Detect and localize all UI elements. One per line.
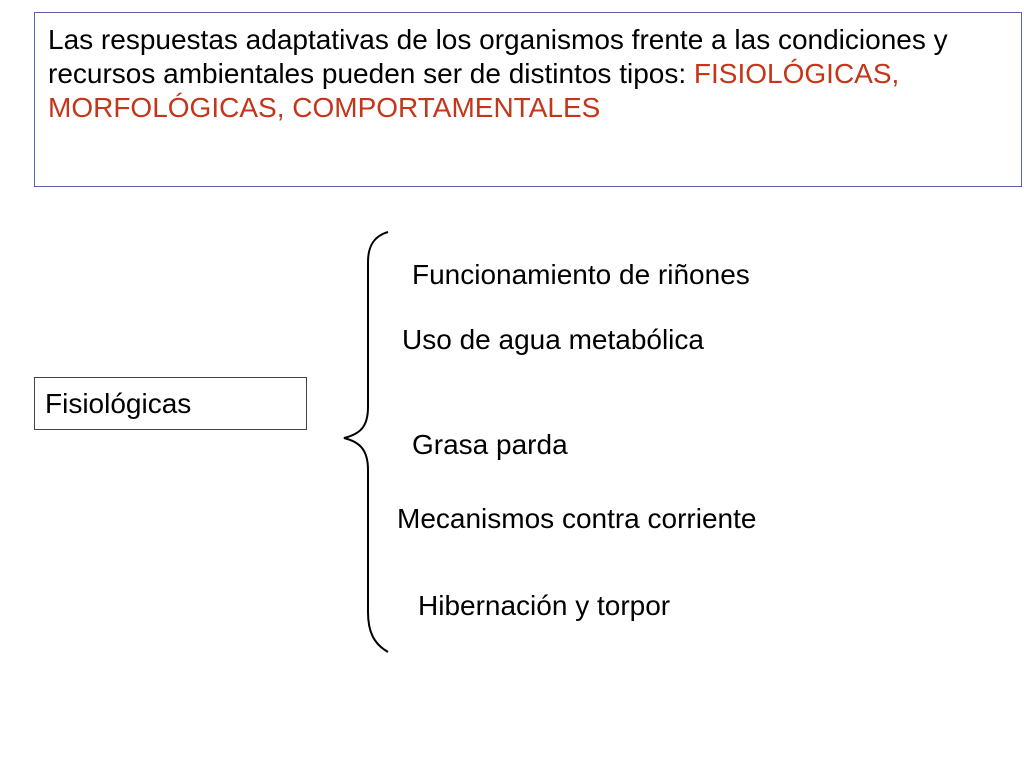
item-mecanismos-contra-corriente: Mecanismos contra corriente <box>397 503 757 534</box>
intro-text-box <box>34 12 1022 187</box>
item-uso-agua-metabolica: Uso de agua metabólica <box>402 324 704 355</box>
item-grasa-parda: Grasa parda <box>412 429 568 460</box>
item-hibernacion-torpor: Hibernación y torpor <box>418 590 671 621</box>
item-funcionamiento-rinones: Funcionamiento de riñones <box>412 259 750 290</box>
intro-text: Las respuestas adaptativas de los organismos frente a las condiciones y recursos ambientales pueden ser de distintos tipos: <box>48 24 948 89</box>
category-box-fisiologicas <box>34 377 307 430</box>
category-label: Fisiológicas <box>45 388 192 419</box>
adaptation-types-highlight: FISIOLÓGICAS, MORFOLÓGICAS, COMPORTAMENTALES <box>48 58 900 123</box>
curly-brace <box>330 222 400 662</box>
